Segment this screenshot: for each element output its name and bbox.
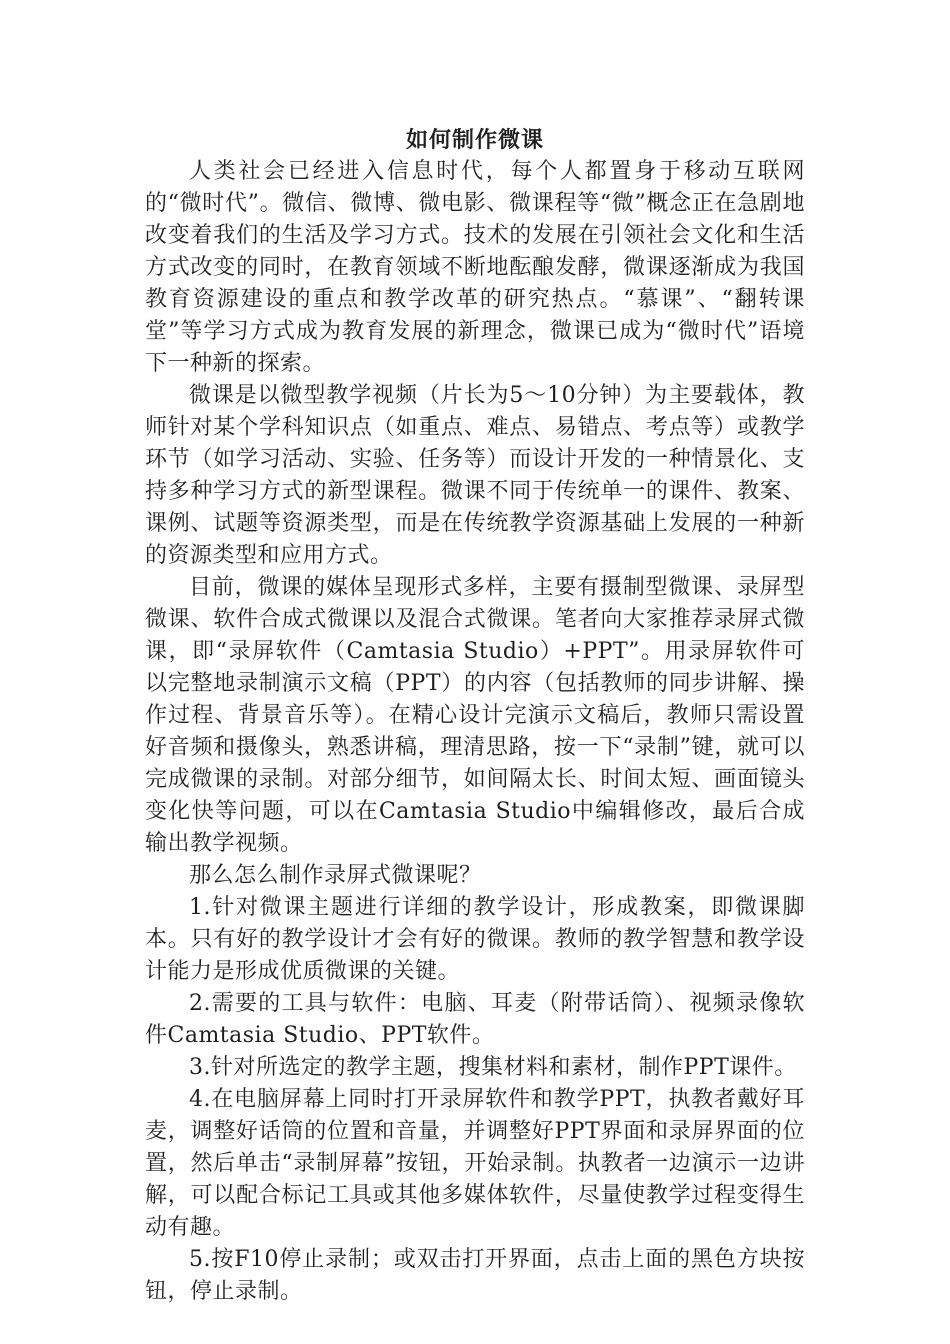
- paragraph-step-2: 2.需要的工具与软件：电脑、耳麦（附带话筒）、视频录像软件Camtasia Studio、PPT软件。: [145, 991, 805, 1048]
- paragraph-step-3: 3.针对所选定的教学主题，搜集材料和素材，制作PPT课件。: [189, 1055, 797, 1080]
- document-title: 如何制作微课: [405, 127, 544, 153]
- paragraph-forms: 目前，微课的媒体呈现形式多样，主要有摄制型微课、录屏型微课、软件合成式微课以及混合式微课。笔者向大家推荐录屏式微课，即“录屏软件（Camtasia Studio）+PPT”。用录屏软件可以完整地录制演示文稿（PPT）的内容（包括教师的同步讲解、操作过程、背景音乐等）。在精心设计完演示文稿后，教师只需设置好音频和摄像头，熟悉讲稿，理清思路，按一下“录制”键，就可以完成微课的录制。对部分细节，如间隔太长、时间太短、画面镜头变化快等问题，可以在Camtasia Studio中编辑修改，最后合成输出教学视频。: [145, 575, 805, 856]
- paragraph-step-4: 4.在电脑屏幕上同时打开录屏软件和教学PPT，执教者戴好耳麦，调整好话筒的位置和音量，并调整好PPT界面和录屏界面的位置，然后单击“录制屏幕”按钮，开始录制。执教者一边演示一边讲解，可以配合标记工具或其他多媒体软件，尽量使教学过程变得生动有趣。: [145, 1087, 805, 1240]
- paragraph-question: 那么怎么制作录屏式微课呢？: [189, 863, 482, 888]
- paragraph-step-1: 1.针对微课主题进行详细的教学设计，形成教案，即微课脚本。只有好的教学设计才会有好的微课。教师的教学智慧和教学设计能力是形成优质微课的关键。: [145, 895, 805, 984]
- paragraph-step-5: 5.按F10停止录制；或双击打开界面，点击上面的黑色方块按钮，停止录制。: [145, 1247, 805, 1304]
- paragraph-intro: 人类社会已经进入信息时代，每个人都置身于移动互联网的“微时代”。微信、微博、微电影、微课程等“微”概念正在急剧地改变着我们的生活及学习方式。技术的发展在引领社会文化和生活方式改变的同时，在教育领域不断地酝酿发酵，微课逐渐成为我国教育资源建设的重点和教学改革的研究热点。“慕课”、“翻转课堂”等学习方式成为教育发展的新理念，微课已成为“微时代”语境下一种新的探索。: [145, 159, 805, 376]
- document-body: [145, 124, 805, 1308]
- paragraph-definition: 微课是以微型教学视频（片长为5～10分钟）为主要载体，教师针对某个学科知识点（如重点、难点、易错点、考点等）或教学环节（如学习活动、实验、任务等）而设计开发的一种情景化、支持多种学习方式的新型课程。微课不同于传统单一的课件、教案、课例、试题等资源类型，而是在传统教学资源基础上发展的一种新的资源类型和应用方式。: [145, 383, 805, 568]
